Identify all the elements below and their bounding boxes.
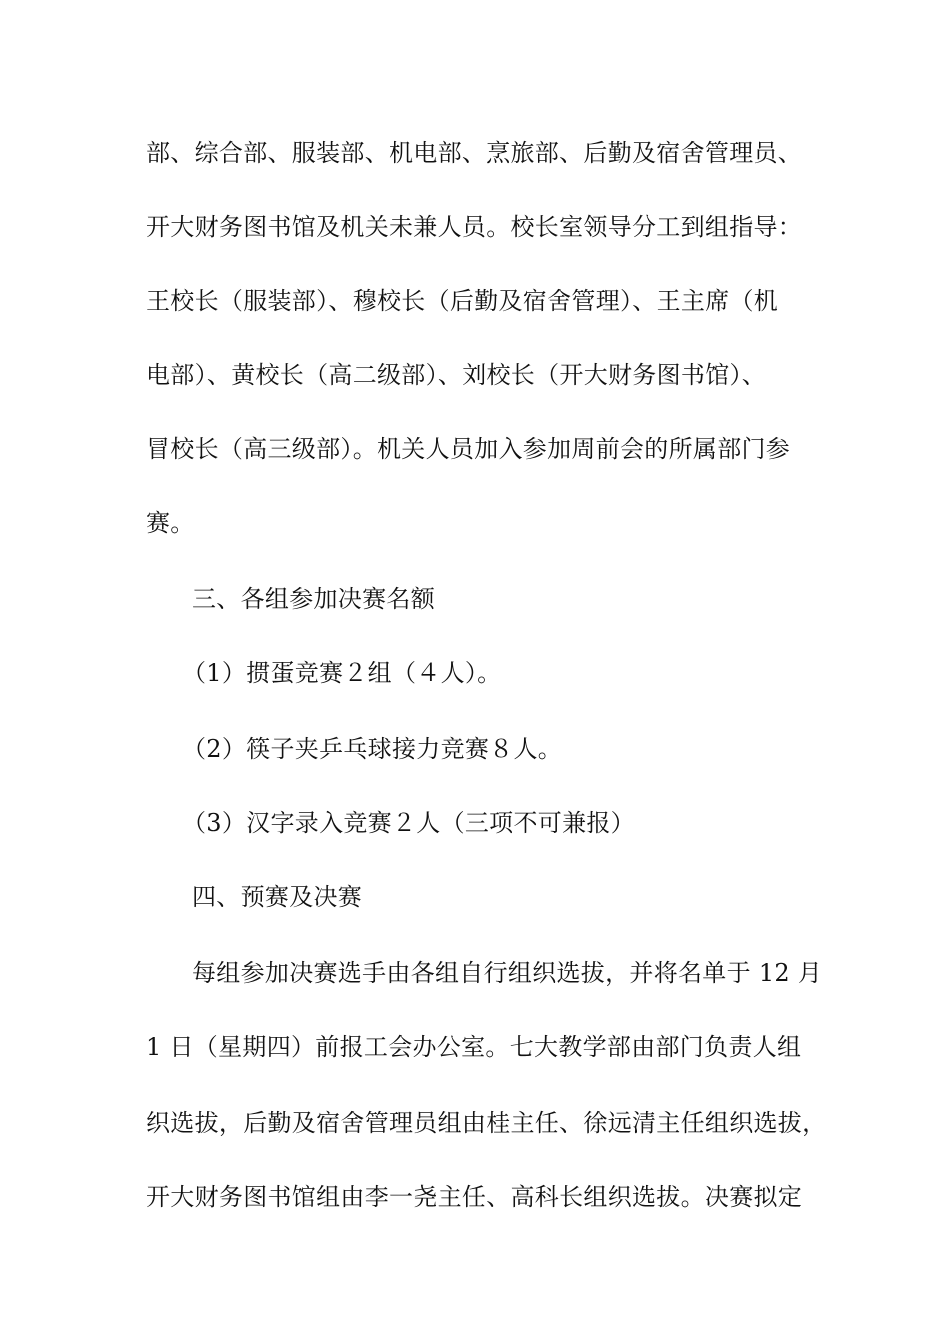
body-line: 部、综合部、服装部、机电部、烹旅部、后勤及宿舍管理员、 xyxy=(146,139,803,167)
body-line: 冒校长（高三级部）。机关人员加入参加周前会的所属部门参 xyxy=(146,435,791,463)
body-line: 开大财务图书馆及机关未兼人员。校长室领导分工到组指导： xyxy=(146,213,803,241)
section-heading-4: 四、预赛及决赛 xyxy=(192,883,363,911)
body-line: 开大财务图书馆组由李一尧主任、高科长组织选拔。决赛拟定 xyxy=(146,1183,803,1211)
list-item: （3）汉字录入竞赛２人（三项不可兼报） xyxy=(182,809,635,837)
body-line: 赛。 xyxy=(146,509,195,537)
section-heading-3: 三、各组参加决赛名额 xyxy=(192,585,435,613)
list-item: （2）筷子夹乒乓球接力竞赛８人。 xyxy=(182,735,563,763)
body-line: 王校长（服装部）、穆校长（后勤及宿舍管理）、王主席（机 xyxy=(146,287,779,315)
body-line: 织选拔，后勤及宿舍管理员组由桂主任、徐远清主任组织选拔， xyxy=(146,1109,827,1137)
paragraph-first-line: 每组参加决赛选手由各组自行组织选拔，并将名单于 12 月 xyxy=(192,959,823,987)
body-line: 1 日（星期四）前报工会办公室。七大教学部由部门负责人组 xyxy=(146,1033,802,1061)
list-item: （1）掼蛋竞赛２组（４人）。 xyxy=(182,659,502,687)
body-line: 电部）、黄校长（高二级部）、刘校长（开大财务图书馆）、 xyxy=(146,361,767,389)
